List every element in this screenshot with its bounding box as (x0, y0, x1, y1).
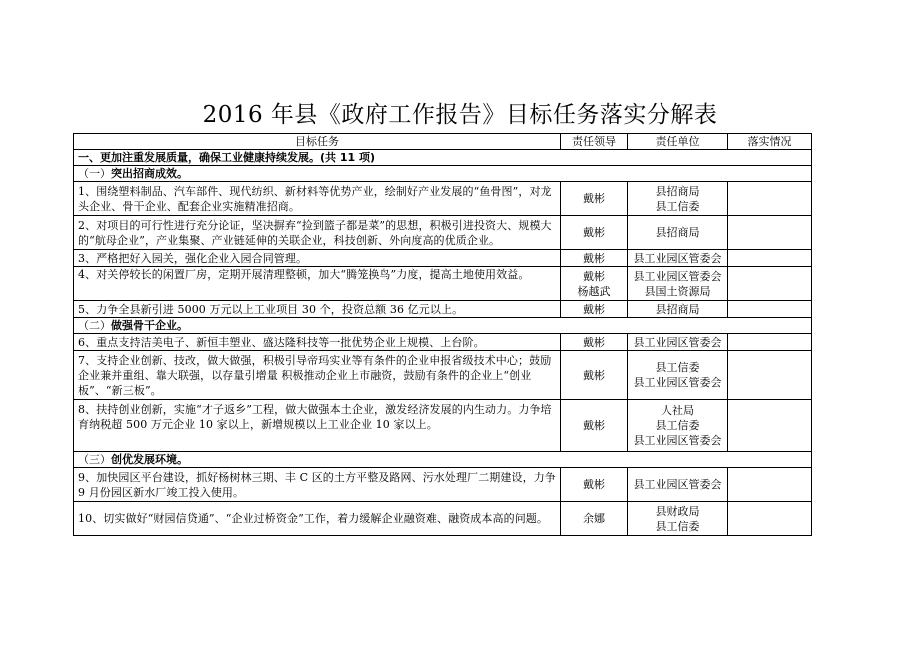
leader-name: 戴彬 (583, 368, 605, 382)
subsection-row (74, 452, 812, 468)
unit-name: 县工信委 (655, 419, 700, 432)
leader-name: 戴彬 (583, 269, 605, 283)
unit-name: 县工业园区管委会 (633, 434, 722, 447)
subsection-heading (74, 318, 812, 334)
leader-name: 戴彬 (583, 226, 605, 239)
unit-cell (628, 182, 728, 216)
status-cell (728, 250, 812, 267)
subsection-row (74, 166, 812, 182)
unit-name: 人社局 (661, 404, 694, 417)
subsection-row (74, 318, 812, 334)
task-cell: 2、对项目的可行性进行充分论证，坚决摒弃“捡到篮子都是菜”的思想，积极引进投资大、规模大的“航母企业”，产业集聚、产业链延伸的关联企业，科技创新、外向度高的优质企业。 (74, 216, 561, 250)
subsection-heading (74, 452, 812, 468)
unit-cell (628, 267, 728, 301)
leader-name: 戴彬 (583, 302, 605, 316)
leader-name: 戴彬 (583, 192, 605, 205)
status-cell (728, 182, 812, 216)
task-cell: 4、对关停较长的闲置厂房，定期开展清理整顿，加大“腾笼换鸟”力度，提高土地使用效益。 (74, 267, 561, 301)
section-title: 一、更加注重发展质量，确保工业健康持续发展。(共 11 项) (74, 150, 812, 166)
unit-cell (628, 250, 728, 267)
task-cell: 1、围绕塑料制品、汽车部件、现代纺织、新材料等优势产业，绘制好产业发展的“鱼骨图”，对龙头企业、骨干企业、配套企业实施精准招商。 (74, 182, 561, 216)
table-row (74, 351, 812, 400)
task-cell: 6、重点支持洁美电子、新恒丰塑业、盛达隆科技等一批优势企业上规模、上台阶。 (74, 334, 561, 351)
subsection-label: （三） (78, 453, 111, 466)
unit-cell (628, 351, 728, 400)
status-cell (728, 400, 812, 452)
task-cell: 8、扶持创业创新，实施“才子返乡”工程，做大做强本土企业，激发经济发展的内生动力。力争培育纳税超 500 万元企业 10 家以上，新增规模以上工业企业 10 家以上。 (74, 400, 561, 452)
header-leader: 责任领导 (561, 134, 628, 150)
header-task: 目标任务 (74, 134, 561, 150)
leader-name: 戴彬 (583, 251, 605, 265)
subsection-title: 突出招商成效。 (111, 167, 188, 180)
page-title: 2016 年县《政府工作报告》目标任务落实分解表 (202, 102, 718, 128)
status-cell (728, 468, 812, 502)
leader-cell (561, 400, 628, 452)
table-header-row (74, 134, 812, 150)
subsection-label: （二） (78, 319, 111, 332)
status-cell (728, 301, 812, 318)
leader-name: 戴彬 (583, 478, 605, 491)
section-row (74, 150, 812, 166)
unit-cell (628, 468, 728, 502)
unit-cell (628, 334, 728, 351)
status-cell (728, 351, 812, 400)
unit-name: 县招商局 (655, 226, 700, 239)
table-row (74, 400, 812, 452)
table-row (74, 216, 812, 250)
leader-cell (561, 250, 628, 267)
leader-cell (561, 267, 628, 301)
leader-cell (561, 351, 628, 400)
leader-name: 戴彬 (583, 419, 605, 432)
unit-name: 县工业园区管委会 (633, 251, 722, 265)
unit-name: 县工业园区管委会 (633, 376, 722, 389)
leader-cell (561, 334, 628, 351)
status-cell (728, 216, 812, 250)
unit-name: 县工信委 (655, 361, 700, 374)
table-row (74, 250, 812, 267)
unit-cell (628, 502, 728, 536)
unit-name: 县工业园区管委会 (633, 478, 722, 491)
subsection-title: 做强骨干企业。 (111, 319, 188, 332)
status-cell (728, 334, 812, 351)
leader-cell (561, 301, 628, 318)
unit-cell (628, 400, 728, 452)
unit-name: 县国土资源局 (644, 284, 711, 298)
leader-cell (561, 502, 628, 536)
leader-name: 余娜 (583, 512, 605, 525)
unit-name: 县招商局 (655, 184, 700, 198)
task-cell: 5、力争全县新引进 5000 万元以上工业项目 30 个，投资总额 36 亿元以上。 (74, 301, 561, 318)
subsection-label: （一） (78, 167, 111, 180)
leader-cell (561, 468, 628, 502)
header-status: 落实情况 (728, 134, 812, 150)
subsection-heading (74, 166, 812, 182)
table-row (74, 182, 812, 216)
task-cell: 3、严格把好入园关，强化企业入园合同管理。 (74, 250, 561, 267)
unit-name: 县工业园区管委会 (633, 335, 722, 349)
unit-name: 县工信委 (655, 519, 700, 533)
unit-name: 县工信委 (655, 199, 700, 213)
task-cell: 9、加快园区平台建设，抓好杨树林三期、丰 C 区的土方平整及路网、污水处理厂二期建设，力争 9 月份园区新水厂竣工投入使用。 (74, 468, 561, 502)
header-unit: 责任单位 (628, 134, 728, 150)
table-row (74, 502, 812, 536)
unit-name: 县工业园区管委会 (633, 269, 722, 283)
status-cell (728, 502, 812, 536)
unit-name: 县招商局 (655, 302, 700, 316)
table-row (74, 334, 812, 351)
status-cell (728, 267, 812, 301)
leader-name: 戴彬 (583, 335, 605, 349)
unit-cell (628, 216, 728, 250)
leader-cell (561, 182, 628, 216)
leader-name: 杨越武 (577, 284, 611, 298)
unit-cell (628, 301, 728, 318)
task-table (73, 133, 812, 536)
task-cell: 10、切实做好“财园信贷通”、“企业过桥资金”工作，着力缓解企业融资难、融资成本高的问题。 (74, 502, 561, 536)
table-row (74, 267, 812, 301)
table-row (74, 301, 812, 318)
leader-cell (561, 216, 628, 250)
task-cell: 7、支持企业创新、技改，做大做强，积极引导帝玛实业等有条件的企业申报省级技术中心；鼓励企业兼并重组、靠大联强，以存量引增量 积极推动企业上市融资，鼓励有条件的企业上“创业板”、“新三板”。 (74, 351, 561, 400)
table-row (74, 468, 812, 502)
subsection-title: 创优发展环境。 (111, 453, 188, 466)
unit-name: 县财政局 (655, 504, 700, 518)
